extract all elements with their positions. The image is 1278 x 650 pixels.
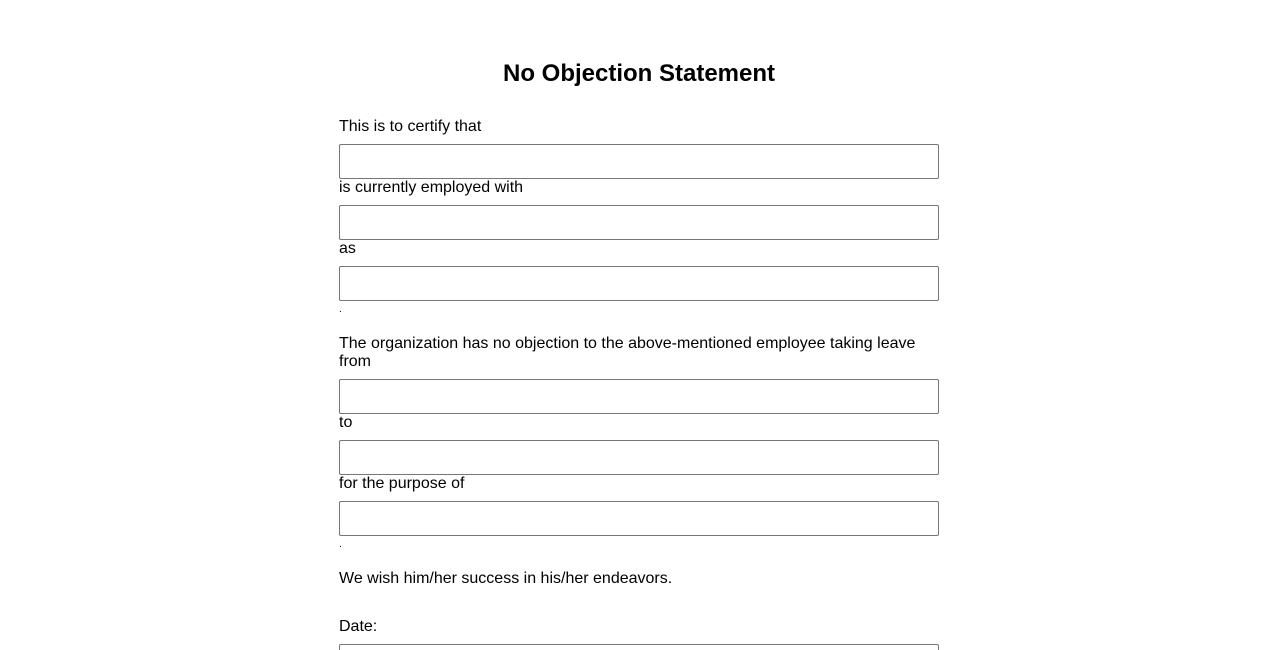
page-title: No Objection Statement — [502, 60, 776, 87]
employer-input[interactable] — [339, 205, 939, 240]
closing-text: We wish him/her success in his/her endeavors. — [339, 570, 673, 587]
position-label: as — [339, 240, 356, 257]
leave-from-input[interactable] — [339, 379, 939, 414]
employee-name-label: This is to certify that — [339, 118, 482, 135]
position-input[interactable] — [339, 266, 939, 301]
sentence-period: . — [339, 304, 342, 315]
purpose-input[interactable] — [339, 501, 939, 536]
leave-to-label: to — [339, 414, 353, 431]
leave-from-label: The organization has no objection to the above-mentioned employee taking leave from — [339, 335, 916, 370]
sentence-period: . — [339, 539, 342, 550]
leave-to-input[interactable] — [339, 440, 939, 475]
employee-name-input[interactable] — [339, 144, 939, 179]
date-label: Date: — [339, 618, 378, 635]
date-input[interactable] — [339, 644, 939, 650]
employer-label: is currently employed with — [339, 179, 524, 196]
purpose-label: for the purpose of — [339, 475, 465, 492]
